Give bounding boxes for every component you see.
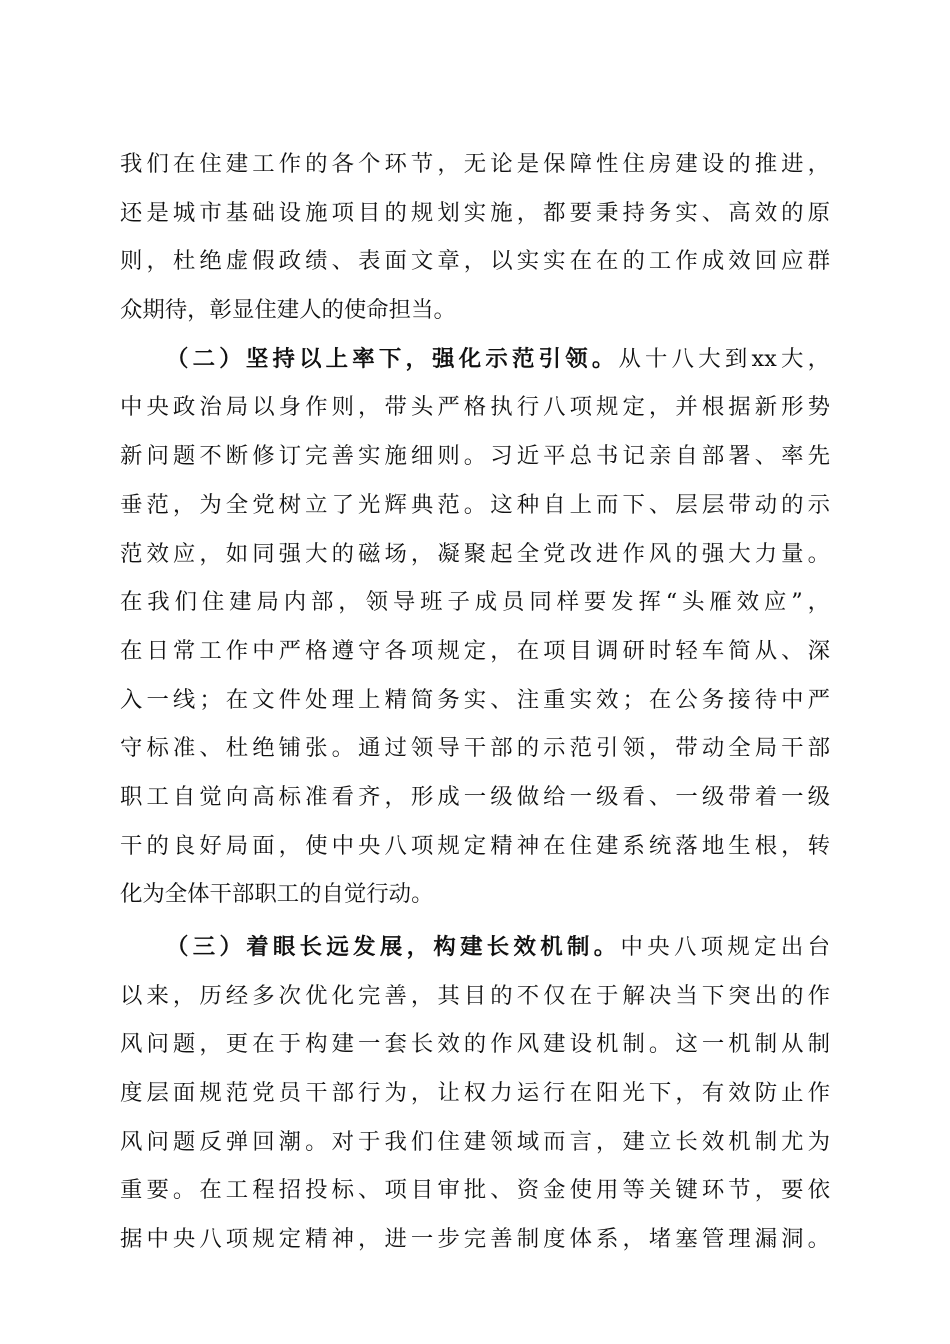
paragraph-line: 重要。在工程招投标、项目审批、资金使用等关键环节，要依	[120, 1177, 830, 1204]
paragraph-line: 据中央八项规定精神，进一步完善制度体系，堵塞管理漏洞。	[120, 1226, 830, 1253]
paragraph-line: 众期待，彰显住建人的使命担当。	[120, 297, 456, 324]
section-heading: （二）坚持以上率下，强化示范引领。	[166, 345, 619, 372]
paragraph-line: 职工自觉向高标准看齐，形成一级做给一级看、一级带着一级	[120, 783, 830, 810]
paragraph-line: 化为全体干部职工的自觉行动。	[120, 881, 434, 908]
paragraph-line: 则，杜绝虚假政绩、表面文章，以实实在在的工作成效回应群	[120, 248, 830, 275]
paragraph-text: 从十八大到xx大，	[618, 345, 830, 372]
paragraph-line: 入一线；在文件处理上精简务实、注重实效；在公务接待中严	[120, 686, 830, 713]
paragraph-line: 我们在住建工作的各个环节，无论是保障性住房建设的推进，	[120, 151, 830, 177]
paragraph-line: 守标准、杜绝铺张。通过领导干部的示范引领，带动全局干部	[120, 735, 830, 762]
paragraph-line: 干的良好局面，使中央八项规定精神在住建系统落地生根，转	[120, 832, 830, 859]
paragraph-line: 度层面规范党员干部行为，让权力运行在阳光下，有效防止作	[120, 1080, 830, 1107]
paragraph-line: 风问题反弹回潮。对于我们住建领域而言，建立长效机制尤为	[120, 1128, 830, 1155]
paragraph-text: 中央八项规定出台	[620, 934, 831, 960]
section-heading: （三）着眼长远发展，构建长效机制。	[166, 934, 621, 960]
paragraph-line: 中央政治局以身作则，带头严格执行八项规定，并根据新形势	[120, 394, 830, 421]
paragraph-line: 在日常工作中严格遵守各项规定，在项目调研时轻车简从、深	[120, 637, 830, 664]
document-body	[120, 140, 830, 1264]
paragraph-line: 范效应，如同强大的磁场，凝聚起全党改进作风的强大力量。	[120, 540, 830, 567]
paragraph-line: 风问题，更在于构建一套长效的作风建设机制。这一机制从制	[120, 1031, 830, 1058]
section-heading-line	[120, 335, 830, 384]
section-heading-line	[120, 923, 830, 972]
paragraph-line: 垂范，为全党树立了光辉典范。这种自上而下、层层带动的示	[120, 491, 830, 518]
paragraph-line: 还是城市基础设施项目的规划实施，都要秉持务实、高效的原	[120, 199, 830, 226]
paragraph-line: 在我们住建局内部，领导班子成员同样要发挥“头雁效应”，	[120, 589, 830, 616]
paragraph-line: 新问题不断修订完善实施细则。习近平总书记亲自部署、率先	[120, 443, 830, 470]
paragraph-line: 以来，历经多次优化完善，其目的不仅在于解决当下突出的作	[120, 982, 830, 1009]
